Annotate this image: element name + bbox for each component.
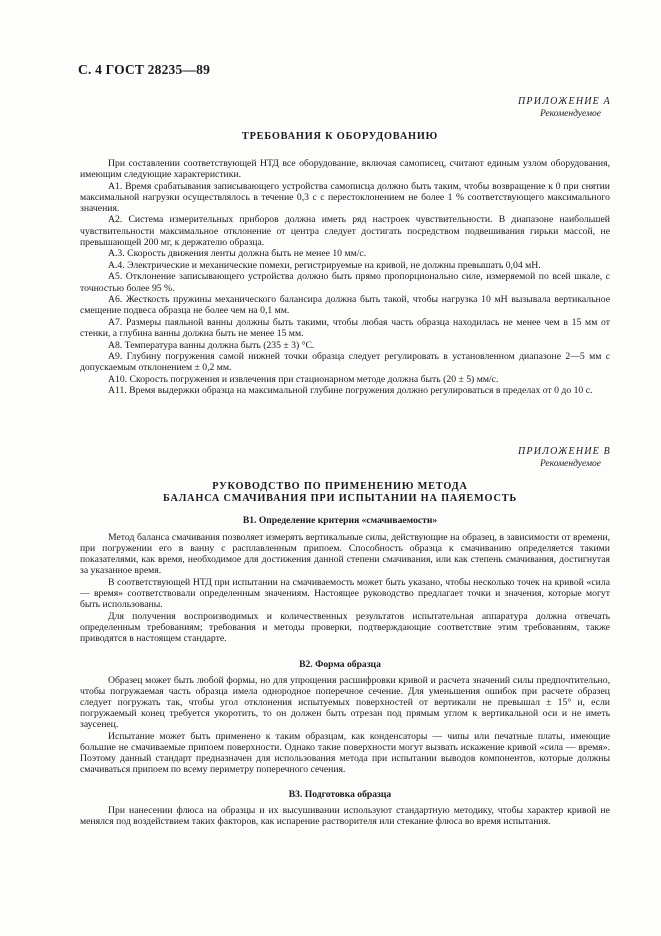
appendix-b-title [70, 481, 610, 505]
appendix-a-label: ПРИЛОЖЕНИЕ А [518, 96, 611, 107]
paragraph-a3: А.3. Скорость движения ленты должна быть не менее 10 мм/с. [108, 248, 367, 260]
section-b2-heading: В2. Форма образца [299, 659, 381, 670]
paragraph: Метод баланса смачивания позволяет измерять вертикальные силы, действующие на образец, в зависимости от времени, при погружении его в ванну с расплавленным припоем. Способность образца к смачиванию определяется такими показателями, как время, необходимое для достижения данной степени смачивания, или как степень смачивания, достигнутая за указанное время. [80, 532, 610, 577]
paragraph-a1: А1. Время срабатывания записывающего устройства самописца должно быть таким, чтобы возвращение к 0 при снятии максимальной нагрузки осуществлялось в течение 0,3 с с перестоклонением не более 1 % соответствующего максимального значения. [80, 180, 610, 214]
paragraph: При составлении соответствующей НТД все оборудование, включая самописец, считают единым узлом оборудования, имеющим следующие характеристики. [80, 158, 610, 181]
paragraph-a10: А10. Скорость погружения и извлечения при стационарном методе должна быть (20 ± 5) мм/с. [108, 373, 499, 385]
appendix-a-title: ТРЕБОВАНИЯ К ОБОРУДОВАНИЮ [241, 131, 439, 142]
appendix-b-title-line2: БАЛАНСА СМАЧИВАНИЯ ПРИ ИСПЫТАНИИ НА ПАЯЕМОСТЬ [162, 493, 517, 504]
paragraph-a4: А.4. Электрические и механические помехи, регистрируемые на кривой, не должны превышать 0,04 мН. [108, 259, 541, 271]
paragraph: Образец может быть любой формы, но для упрощения расшифровки кривой и расчета значений силы предпочтительно, чтобы погружаемая часть образца имела однородное поперечное сечение. Для уменьшения ошибок при расчете образец следует погружать так, чтобы угол отклонения испытуемых поверхностей от вертикали не превышал ± 15° и, если погружаемый конец требуется укоротить, то он должен быть отрезан под прямым углом к вертикальной оси и не иметь заусенец. [80, 675, 610, 731]
paragraph-a9: А9. Глубину погружения самой нижней точки образца следует регулировать в установленном диапазоне 2—5 мм с допускаемым отклонением ± 0,2 мм. [80, 351, 610, 374]
paragraph: В соответствующей НТД при испытании на смачиваемость может быть указано, чтобы несколько точек на кривой «сила — время» соответствовали определенным значениям. Настоящее руководство предлагает точки и значения, которые могут быть использованы. [80, 576, 610, 611]
section-b3-body [80, 805, 610, 827]
paragraph: Испытание может быть применено к таким образцам, как конденсаторы — чипы или печатные платы, имеющие большие не смачиваемые припоем поверхности. Однако такие поверхности могут вызвать искажение кривой «сила — время». Поэтому данный стандарт предназначен для использования метода при испытании выводов компонентов, которые должны смачиваться припоем по всему периметру поперечного сечения. [80, 730, 610, 776]
section-b3-heading: В3. Подготовка образца [288, 789, 392, 800]
section-b2-body [80, 675, 610, 775]
paragraph: Для получения воспроизводимых и количественных результатов испытательная аппаратура должна отвечать определенным требованиям; требования и методы проверки, подтверждающие соответствие этим требованиям, также приводятся в настоящем стандарте. [80, 610, 610, 644]
page-header: С. 4 ГОСТ 28235—89 [78, 62, 211, 77]
appendix-a-label-block [518, 96, 611, 120]
paragraph-a7: А7. Размеры паяльной ванны должны быть такими, чтобы любая часть образца находилась не менее чем в 15 мм от стенки, а глубина ванны должна быть не менее 15 мм. [80, 316, 610, 339]
paragraph-a6: А6. Жесткость пружины механического балансира должна быть такой, чтобы нагрузка 10 мН вызывала вертикальное смещение подвеса образца не более чем на 0,1 мм. [80, 294, 610, 317]
paragraph-a2: А2. Система измерительных приборов должна иметь ряд настроек чувствительности. В диапазоне наибольшей чувствительности максимальное отклонение от центра следует достигать посредством подвешивания гирьки массой, не превышающей 200 мг, к держателю образца. [80, 214, 610, 248]
appendix-b-status: Рекомендуемое [539, 459, 601, 469]
paragraph-a11: А11. Время выдержки образца на максимальной глубине погружения должно регулироваться в пределах от 0 до 10 с. [108, 385, 593, 397]
appendix-b-label: ПРИЛОЖЕНИЕ В [518, 446, 611, 457]
section-b1-heading: В1. Определение критерия «смачиваемости» [242, 515, 438, 526]
paragraph-a5: А5. Отклонение записывающего устройства должно быть прямо пропорционально силе, измеряемой по всей шкале, с точностью более 95 %. [80, 271, 610, 294]
appendix-a-status: Рекомендуемое [539, 109, 601, 119]
appendix-a-body [80, 158, 610, 396]
paragraph: При нанесении флюса на образцы и их высушивании используют стандартную методику, чтобы характер кривой не менялся под воздействием таких факторов, как испарение растворителя или стекание флюса во время испытания. [80, 805, 610, 828]
appendix-b-label-block [518, 446, 611, 470]
paragraph-a8: А8. Температура ванны должна быть (235 ± 3) °С. [108, 339, 315, 351]
appendix-b-title-line1: РУКОВОДСТВО ПО ПРИМЕНЕНИЮ МЕТОДА [212, 481, 468, 492]
section-b1-body [80, 532, 610, 644]
